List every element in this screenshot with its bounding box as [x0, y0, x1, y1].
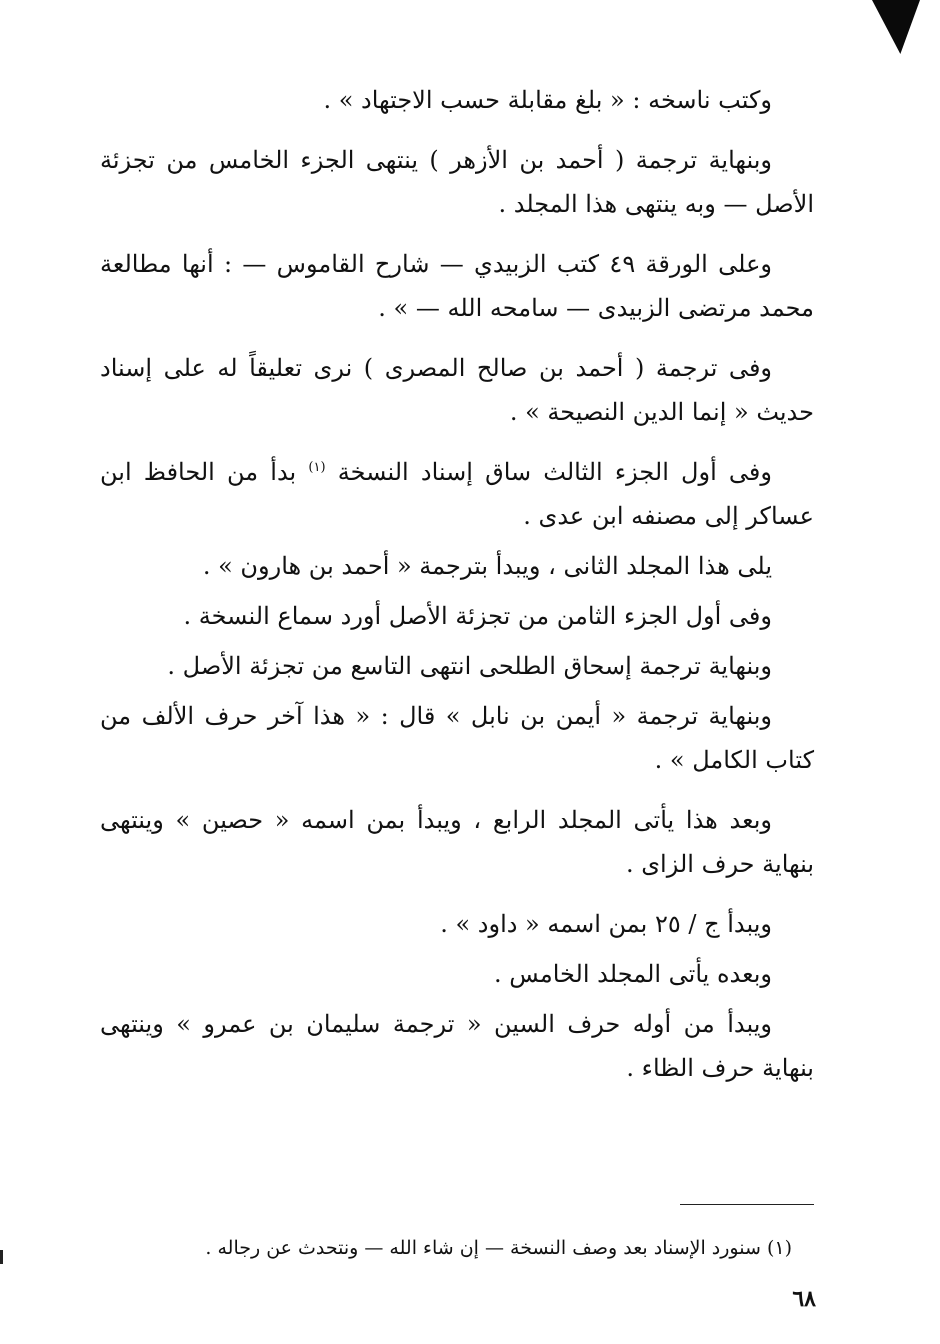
paragraph-11: ويبدأ ج / ٢٥ بمن اسمه « داود » . — [440, 910, 772, 938]
paragraph-5 — [100, 450, 814, 538]
paragraph-4: وفى ترجمة ( أحمد بن صالح المصرى ) نرى تعليقاً له على إسناد حديث « إنما الدين النصيحة » . — [100, 354, 814, 426]
footnote-divider — [680, 1204, 814, 1205]
main-text — [100, 78, 814, 1106]
paragraph-3: وعلى الورقة ٤٩ كتب الزبيدي — شارح القاموس — : أنها مطالعة محمد مرتضى الزبيدى — سامحه الله — » . — [100, 250, 814, 322]
footnote-marker: (١) — [308, 460, 326, 475]
paragraph-7: وفى أول الجزء الثامن من تجزئة الأصل أورد سماع النسخة . — [183, 602, 772, 630]
paragraph-8: وبنهاية ترجمة إسحاق الطلحى انتهى التاسع من تجزئة الأصل . — [167, 652, 772, 680]
paragraph-2: وبنهاية ترجمة ( أحمد بن الأزهر ) ينتهى الجزء الخامس من تجزئة الأصل — وبه ينتهى هذا المجلد . — [100, 146, 814, 218]
page-number: ٦٨ — [792, 1286, 816, 1312]
paragraph-6: يلى هذا المجلد الثانى ، ويبدأ بترجمة « أحمد بن هارون » . — [202, 552, 772, 580]
paragraph-1: وكتب ناسخه : « بلغ مقابلة حسب الاجتهاد » . — [323, 86, 772, 114]
paragraph-9: وبنهاية ترجمة « أيمن بن نابل » قال : « هذا آخر حرف الألف من كتاب الكامل » . — [100, 702, 814, 774]
paragraph-5-start: وفى أول الجزء الثالث ساق إسناد النسخة — [337, 458, 772, 486]
footnote: (١) سنورد الإسناد بعد وصف النسخة — إن شاء الله — ونتحدث عن رجاله . — [205, 1237, 792, 1259]
paragraph-10: وبعد هذا يأتى المجلد الرابع ، ويبدأ بمن اسمه « حصين » وينتهى بنهاية حرف الزاى . — [100, 806, 814, 878]
paragraph-12: وبعده يأتى المجلد الخامس . — [494, 960, 772, 988]
corner-scan-mark — [852, 0, 920, 54]
paragraph-5-end: بدأ من الحافظ ابن عساكر إلى مصنفه ابن عدى . — [100, 458, 814, 530]
scan-edge-mark — [0, 1250, 3, 1264]
paragraph-13: ويبدأ من أوله حرف السين « ترجمة سليمان بن عمرو » وينتهى بنهاية حرف الظاء . — [100, 1010, 814, 1082]
